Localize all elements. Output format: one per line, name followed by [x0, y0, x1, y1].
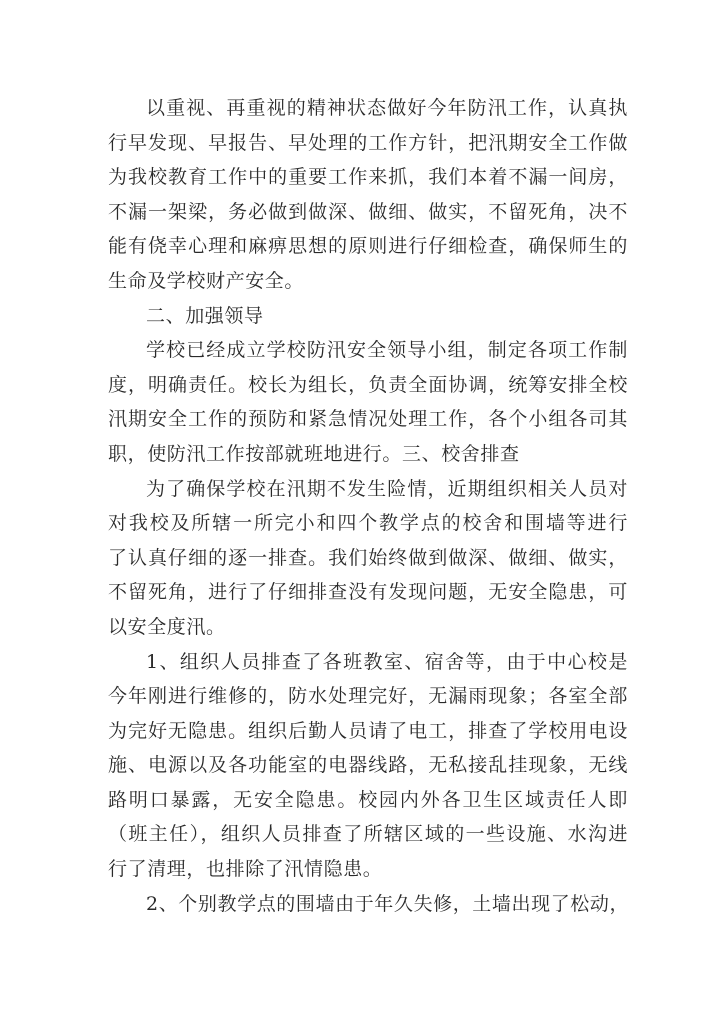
text-line: 对我校及所辖一所完小和四个教学点的校舍和围墙等进行 — [108, 512, 628, 535]
text-line: 2、个别教学点的围墙由于年久失修，土墙出现了松动， — [146, 892, 630, 915]
text-line: 行了清理，也排除了汛情隐患。 — [108, 858, 383, 881]
text-line: 以安全度汛。 — [108, 615, 226, 638]
text-line: 为完好无隐患。组织后勤人员请了电工，排查了学校用电设 — [108, 719, 628, 742]
text-line: 不留死角，进行了仔细排查没有发现问题，无安全隐患，可 — [108, 581, 628, 604]
document-body — [108, 91, 628, 921]
text-line: 不漏一架梁，务必做到做深、做细、做实，不留死角，决不 — [108, 200, 628, 223]
text-line: 学校已经成立学校防汛安全领导小组，制定各项工作制 — [146, 339, 628, 362]
text-line: （班主任），组织人员排查了所辖区域的一些设施、水沟进 — [108, 823, 628, 846]
text-line: 今年刚进行维修的，防水处理完好，无漏雨现象；各室全部 — [108, 685, 628, 708]
text-line: 行早发现、早报告、早处理的工作方针，把汛期安全工作做 — [108, 131, 628, 154]
text-line: 能有侥幸心理和麻痹思想的原则进行仔细检查，确保师生的 — [108, 235, 628, 258]
text-line: 路明口暴露，无安全隐患。校园内外各卫生区域责任人即 — [108, 788, 628, 811]
text-line: 为我校教育工作中的重要工作来抓，我们本着不漏一间房， — [108, 166, 628, 189]
text-line: 1、组织人员排查了各班教室、宿舍等，由于中心校是 — [146, 650, 628, 673]
text-line: 了认真仔细的逐一排查。我们始终做到做深、做细、做实， — [108, 546, 628, 569]
text-line: 以重视、再重视的精神状态做好今年防汛工作，认真执 — [146, 97, 628, 119]
text-line: 为了确保学校在汛期不发生险情，近期组织相关人员对 — [146, 477, 628, 500]
text-line: 二、加强领导 — [146, 304, 264, 327]
text-line: 职，使防汛工作按部就班地进行。三、校舍排查 — [108, 442, 520, 465]
text-line: 度，明确责任。校长为组长，负责全面协调，统筹安排全校 — [108, 373, 628, 396]
text-line: 施、电源以及各功能室的电器线路，无私接乱挂现象，无线 — [108, 754, 628, 777]
text-line: 汛期安全工作的预防和紧急情况处理工作，各个小组各司其 — [108, 408, 628, 431]
text-line: 生命及学校财产安全。 — [108, 269, 305, 292]
